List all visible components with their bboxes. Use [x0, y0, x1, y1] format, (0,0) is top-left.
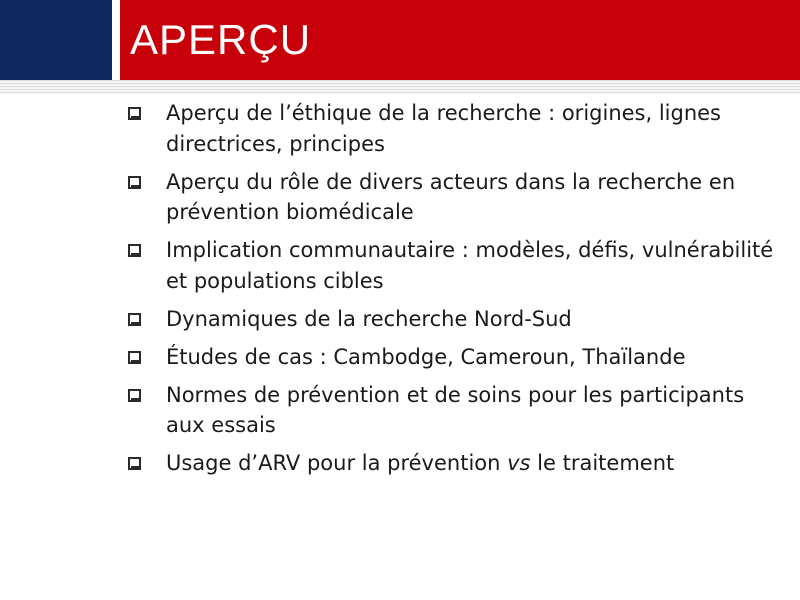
bullet-item: [128, 448, 788, 479]
slide-title: APERÇU: [130, 16, 312, 63]
hollow-square-bullet-icon: [128, 107, 141, 120]
bullet-item: [128, 304, 788, 335]
hollow-square-bullet-icon: [128, 313, 141, 326]
bullet-text: [166, 451, 674, 475]
hollow-square-bullet-icon: [128, 176, 141, 189]
bullet-text: Implication communautaire : modèles, défis, vulnérabilité et populations cibles: [166, 238, 774, 293]
bullet-text-emphasis: vs: [507, 451, 531, 475]
header-stripe-divider: [0, 80, 800, 94]
bullet-text: Normes de prévention et de soins pour les participants aux essais: [166, 382, 745, 437]
hollow-square-bullet-icon: [128, 244, 141, 257]
bullet-text: Dynamiques de la recherche Nord-Sud: [166, 306, 572, 331]
bullet-text-part: Usage d’ARV pour la prévention: [166, 451, 508, 475]
bullet-text: Aperçu de l’éthique de la recherche : origines, lignes directrices, principes: [166, 101, 722, 156]
bullet-text: Aperçu du rôle de divers acteurs dans la recherche en prévention biomédicale: [166, 169, 736, 224]
hollow-square-bullet-icon: [128, 351, 141, 364]
bullet-text: Études de cas : Cambodge, Cameroun, Thaïlande: [166, 344, 686, 369]
bullet-list: [128, 98, 788, 486]
bullet-text-part: le traitement: [530, 451, 675, 475]
bullet-item: [128, 342, 788, 373]
bullet-item: [128, 380, 788, 441]
bullet-item: [128, 235, 788, 296]
hollow-square-bullet-icon: [128, 457, 141, 470]
bullet-item: [128, 98, 788, 159]
bullet-item: [128, 167, 788, 228]
corner-accent-block: [0, 0, 112, 80]
hollow-square-bullet-icon: [128, 389, 141, 402]
